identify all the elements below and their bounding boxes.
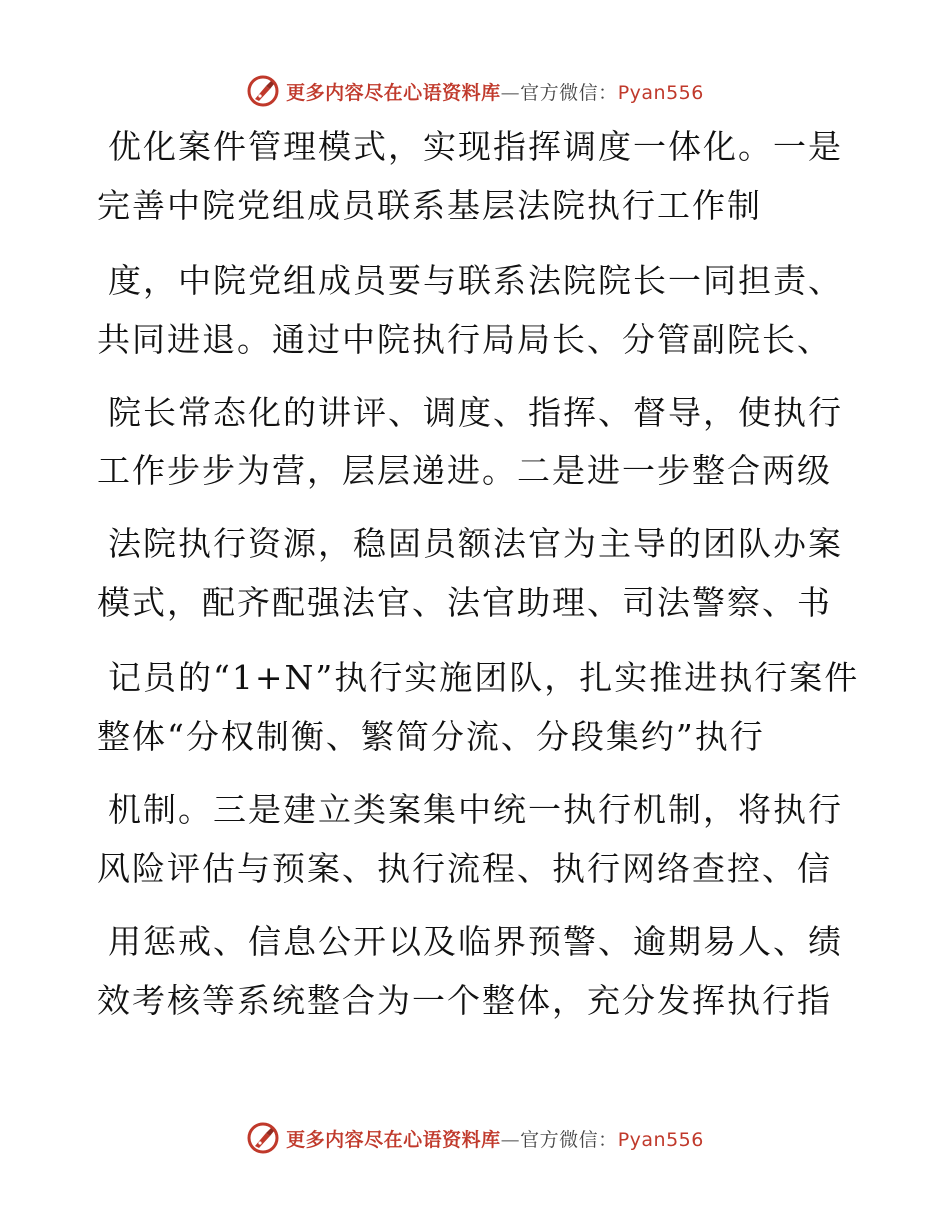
paragraph-line: 机制。三是建立类案集中统一执行机制，将执行 [108, 790, 843, 829]
paragraph-line: 整体“分权制衡、繁简分流、分段集约”执行 [97, 717, 765, 756]
watermark-brand: 更多内容尽在心语资料库 [286, 81, 501, 104]
watermark-wechat-label: 官方微信： [520, 1128, 618, 1151]
footer-watermark [0, 1118, 950, 1158]
paragraph-line: 效考核等系统整合为一个整体，充分发挥执行指 [97, 981, 832, 1020]
watermark-wechat-id: Pyan556 [617, 1128, 704, 1151]
pen-nib-logo-icon [246, 1121, 280, 1155]
paragraph-line: 风险评估与预案、执行流程、执行网络查控、信 [97, 849, 832, 888]
paragraph-line: 工作步步为营，层层递进。二是进一步整合两级 [97, 451, 832, 490]
paragraph-line: 院长常态化的讲评、调度、指挥、督导，使执行 [108, 393, 843, 432]
watermark-dash: — [500, 81, 521, 104]
watermark-dash: — [500, 1128, 521, 1151]
paragraph-line: 用惩戒、信息公开以及临界预警、逾期易人、绩 [108, 922, 843, 961]
paragraph-line: 法院执行资源，稳固员额法官为主导的团队办案 [108, 524, 843, 563]
paragraph-line: 模式，配齐配强法官、法官助理、司法警察、书 [97, 583, 832, 622]
paragraph-line: 共同进退。通过中院执行局局长、分管副院长、 [97, 320, 832, 359]
watermark-wechat-label: 官方微信： [520, 81, 618, 104]
watermark-brand: 更多内容尽在心语资料库 [286, 1128, 501, 1151]
paragraph-line: 度，中院党组成员要与联系法院院长一同担责、 [108, 261, 843, 300]
paragraph-line: 记员的“1+N”执行实施团队，扎实推进执行案件 [108, 658, 860, 697]
paragraph-line: 优化案件管理模式，实现指挥调度一体化。一是 [108, 127, 843, 166]
watermark-text [286, 1125, 704, 1152]
paragraph-line: 完善中院党组成员联系基层法院执行工作制 [97, 186, 762, 225]
watermark-wechat-id: Pyan556 [617, 81, 704, 104]
